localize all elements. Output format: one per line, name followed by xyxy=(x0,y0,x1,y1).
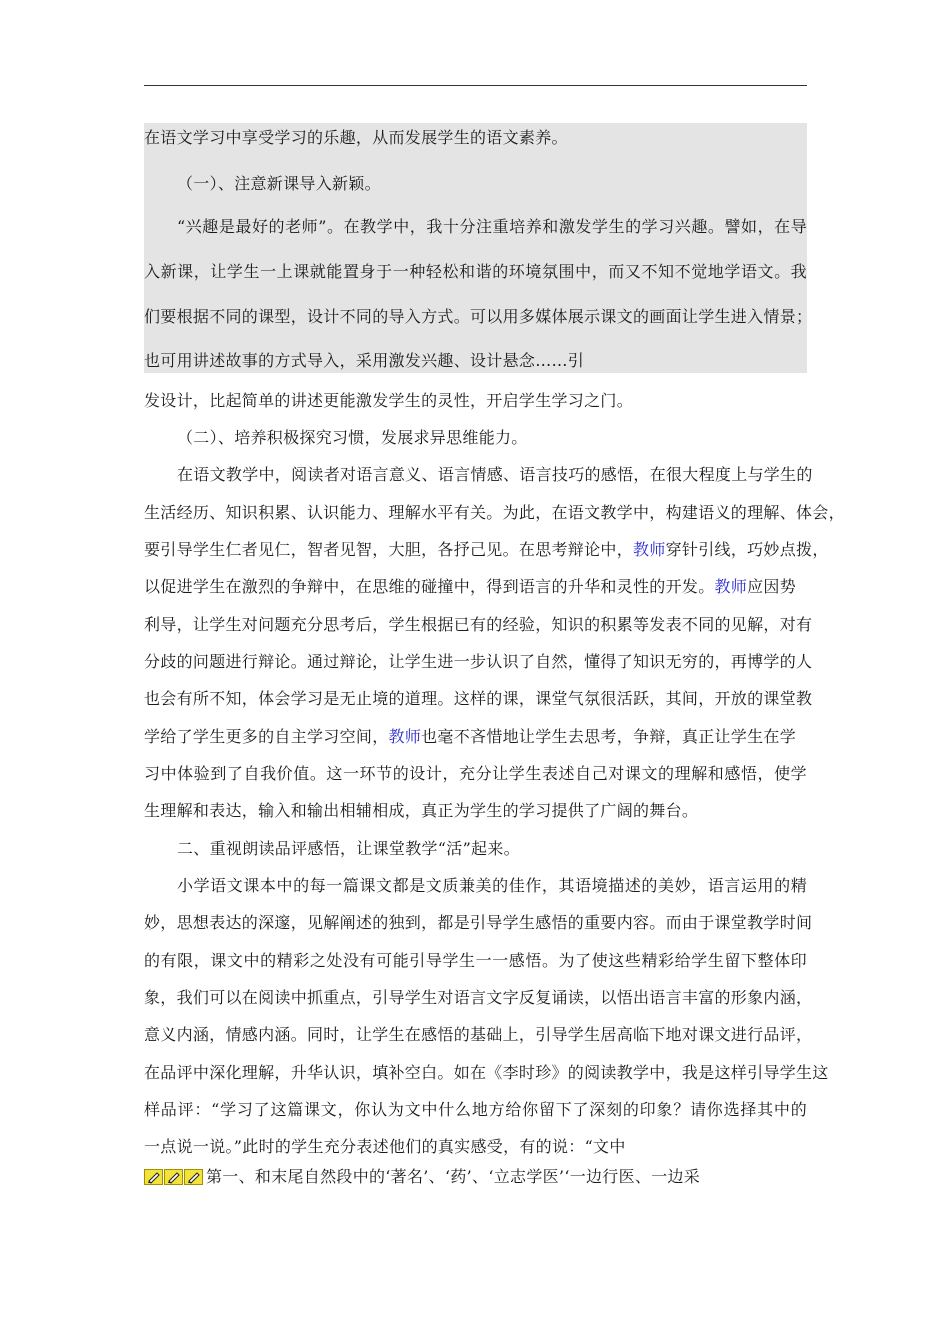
section-heading: 二、重视朗读品评感悟，让课堂教学“活”起来。 xyxy=(177,839,520,858)
paragraph-line xyxy=(144,577,807,597)
text-segment: 学给了学生更多的自主学习空间， xyxy=(144,727,389,746)
paragraph-line: 生理解和表达，输入和输出相辅相成，真正为学生的学习提供了广阔的舞台。 xyxy=(144,801,699,820)
paragraph-line: 小学语文课本中的每一篇课文都是文质兼美的佳作，其语境描述的美妙，语言运用的精 xyxy=(177,876,807,895)
paragraph-line: 意义内涵，情感内涵。同时，让学生在感悟的基础上，引导学生居高临下地对课文进行品评， xyxy=(144,1025,813,1044)
paragraph-line: 利导，让学生对问题充分思考后，学生根据已有的经验，知识的积累等发表不同的见解，对有 xyxy=(144,615,813,634)
paragraph-line xyxy=(144,727,807,747)
pencil-icon xyxy=(144,1169,163,1185)
paragraph-line: 也会有所不知，体会学习是无止境的道理。这样的课，课堂气氛很活跃，其间，开放的课堂教 xyxy=(144,689,813,708)
paragraph-line: 分歧的问题进行辩论。通过辩论，让学生进一步认识了自然，懂得了知识无穷的，再博学的人 xyxy=(144,652,813,671)
paragraph-line: 的有限，课文中的精彩之处没有可能引导学生一一感悟。为了使这些精彩给学生留下整体印 xyxy=(144,951,807,970)
text-segment: 应因势 xyxy=(747,577,797,596)
paragraph-line: 生活经历、知识积累、认识能力、理解水平有关。为此，在语文教学中，构建语义的理解、体会， xyxy=(144,503,845,522)
teacher-link[interactable]: 教师 xyxy=(633,540,666,559)
paragraph-line: 在语文学习中享受学习的乐趣，从而发展学生的语文素养。 xyxy=(144,128,568,147)
text-segment: 也毫不吝惜地让学生去思考，争辩，真正让学生在学 xyxy=(421,727,797,746)
text-segment: 穿针引线，巧妙点拨， xyxy=(665,540,829,559)
paragraph-line: 样品评：“学习了这篇课文，你认为文中什么地方给你留下了深刻的印象？请你选择其中的 xyxy=(144,1100,807,1119)
pencil-icon xyxy=(164,1169,183,1185)
paragraph-line: 妙，思想表达的深邃，见解阐述的独到，都是引导学生感悟的重要内容。而由于课堂教学时间 xyxy=(144,913,813,932)
text-segment: 要引导学生仁者见仁，智者见智，大胆，各抒己见。在思考辩论中， xyxy=(144,540,634,559)
teacher-link[interactable]: 教师 xyxy=(714,577,748,596)
paragraph-line: 习中体验到了自我价值。这一环节的设计，充分让学生表述自己对课文的理解和感悟，使学 xyxy=(144,764,807,783)
paragraph-line: 在语文教学中，阅读者对语言意义、语言情感、语言技巧的感悟，在很大程度上与学生的 xyxy=(177,465,813,484)
paragraph-line: 一点说一说。”此时的学生充分表述他们的真实感受，有的说：“文中 xyxy=(144,1137,626,1156)
header-rule xyxy=(144,85,807,86)
section-heading: （一）、注意新课导入新颖。 xyxy=(177,174,381,193)
paragraph-line: 象，我们可以在阅读中抓重点，引导学生对语言文字反复诵读，以悟出语言丰富的形象内涵， xyxy=(144,988,813,1007)
pencil-icon xyxy=(184,1169,203,1185)
paragraph-line xyxy=(144,540,829,560)
text-segment: 以促进学生在激烈的争辩中，在思维的碰撞中，得到语言的升华和灵性的开发。 xyxy=(144,577,715,596)
paragraph-line: 入新课，让学生一上课就能置身于一种轻松和谐的环境氛围中，而又不知不觉地学语文。我 xyxy=(144,262,807,281)
paragraph-line xyxy=(144,1167,807,1190)
paragraph-line: 也可用讲述故事的方式导入，采用激发兴趣、设计悬念……引 xyxy=(144,351,585,370)
text-segment: 第一、和末尾自然段中的‘著名’、‘药’、‘立志学医’‘一边行医、一边采 xyxy=(206,1167,701,1186)
paragraph-line: 们要根据不同的课型，设计不同的导入方式。可以用多媒体展示课文的画面让学生进入情景； xyxy=(144,307,813,326)
paragraph-line: 发设计，比起简单的讲述更能激发学生的灵性，开启学生学习之门。 xyxy=(144,391,634,410)
paragraph-line: 在品评中深化理解，升华认识，填补空白。如在《李时珍》的阅读教学中，我是这样引导学生这 xyxy=(144,1063,829,1082)
section-heading: （二）、培养积极探究习惯，发展求异思维能力。 xyxy=(177,428,528,447)
highlight-region xyxy=(144,123,813,373)
embedded-icons xyxy=(144,1169,204,1190)
paragraph-line: “兴趣是最好的老师”。在教学中，我十分注重培养和激发学生的学习兴趣。譬如，在导 xyxy=(177,217,807,236)
teacher-link[interactable]: 教师 xyxy=(388,727,422,746)
